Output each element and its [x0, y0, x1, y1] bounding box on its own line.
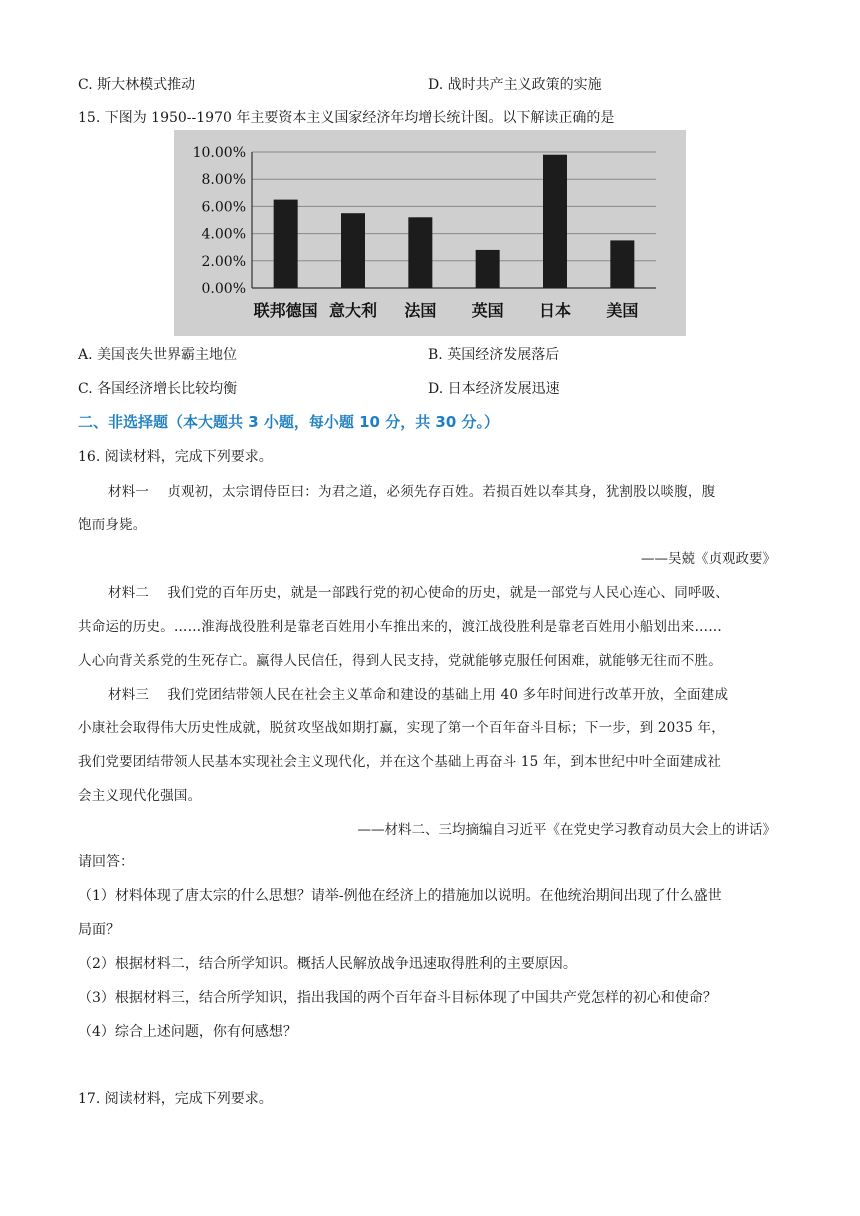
x-category-label: 意大利	[328, 301, 378, 320]
q16-stem: 16. 阅读材料，完成下列要求。	[78, 449, 273, 465]
material-2-3-source: ——材料二、三均摘编自习近平《在党史学习教育动员大会上的讲话》	[357, 822, 776, 838]
material-1-line-2: 饱而身毙。	[78, 517, 147, 533]
x-category-label: 法国	[404, 301, 437, 320]
material-2-line-1: 材料二 我们党的百年历史，就是一部践行党的初心使命的历史，就是一部党与人民心连心、同呼吸、	[108, 585, 729, 601]
q15-option-d: D. 日本经济发展迅速	[428, 381, 560, 397]
material-1-line-1: 材料一 贞观初，太宗谓侍臣曰：为君之道，必须先存百姓。若损百姓以奉其身，犹割股以啖腹，腹	[108, 484, 716, 500]
sub-question-2: （2）根据材料二，结合所学知识。概括人民解放战争迅速取得胜利的主要原因。	[78, 956, 577, 972]
q15-option-c: C. 各国经济增长比较均衡	[78, 381, 238, 397]
material-2-line-3: 人心向背关系党的生死存亡。赢得人民信任，得到人民支持，党就能够克服任何困难，就能够无往而不胜。	[78, 653, 722, 669]
y-tick-label: 0.00%	[201, 281, 246, 297]
sub-question-4: （4）综合上述问题，你有何感想？	[78, 1024, 297, 1040]
bar-3	[476, 250, 500, 288]
ask-label: 请回答：	[78, 854, 134, 870]
material-2-line-2: 共命运的历史。……淮海战役胜利是靠老百姓用小车推出来的，渡江战役胜利是靠老百姓用小船划出来……	[78, 619, 722, 635]
section-heading: 二、非选择题（本大题共 3 小题，每小题 10 分，共 30 分。）	[78, 413, 500, 431]
x-category-label: 日本	[538, 301, 572, 320]
y-tick-label: 4.00%	[201, 226, 246, 243]
bar-2	[408, 217, 432, 288]
material-3-line-2: 小康社会取得伟大历史性成就，脱贫攻坚战如期打赢，实现了第一个百年奋斗目标；下一步，到 2035 年，	[78, 720, 725, 736]
x-category-label: 英国	[471, 301, 504, 320]
material-3-line-4: 会主义现代化强国。	[78, 788, 202, 804]
y-tick-label: 10.00%	[192, 145, 246, 161]
x-category-label: 联邦德国	[253, 301, 318, 320]
bar-5	[610, 240, 634, 288]
bar-4	[543, 155, 567, 288]
bar-1	[341, 213, 365, 288]
q15-option-b: B. 英国经济发展落后	[428, 347, 560, 363]
q14-option-c: C. 斯大林模式推动	[78, 77, 196, 93]
y-tick-label: 2.00%	[201, 253, 246, 270]
sub-question-1-line-2: 局面？	[78, 922, 120, 938]
q15-option-a: A. 美国丧失世界霸主地位	[78, 347, 238, 363]
growth-bar-chart	[174, 130, 686, 336]
x-category-label: 美国	[606, 301, 639, 320]
q17-stem: 17. 阅读材料，完成下列要求。	[78, 1091, 273, 1107]
bar-0	[274, 200, 298, 288]
sub-question-1-line-1: （1）材料体现了唐太宗的什么思想？请举-例他在经济上的措施加以说明。在他统治期间出现了什么盛世	[78, 888, 722, 904]
q15-stem: 15. 下图为 1950--1970 年主要资本主义国家经济年均增长统计图。以下解读正确的是	[78, 110, 615, 126]
q14-option-d: D. 战时共产主义政策的实施	[428, 77, 602, 93]
chart-svg	[174, 130, 686, 336]
material-3-line-1: 材料三 我们党团结带领人民在社会主义革命和建设的基础上用 40 多年时间进行改革开放，全面建成	[108, 687, 729, 703]
sub-question-3: （3）根据材料三，结合所学知识，指出我国的两个百年奋斗目标体现了中国共产党怎样的初心和使命？	[78, 990, 717, 1006]
y-tick-label: 8.00%	[201, 172, 246, 189]
material-1-source: ——吴兢《贞观政要》	[641, 551, 776, 567]
material-3-line-3: 我们党要团结带领人民基本实现社会主义现代化，并在这个基础上再奋斗 15 年，到本世纪中叶全面建成社	[78, 754, 722, 770]
y-tick-label: 6.00%	[201, 199, 246, 216]
